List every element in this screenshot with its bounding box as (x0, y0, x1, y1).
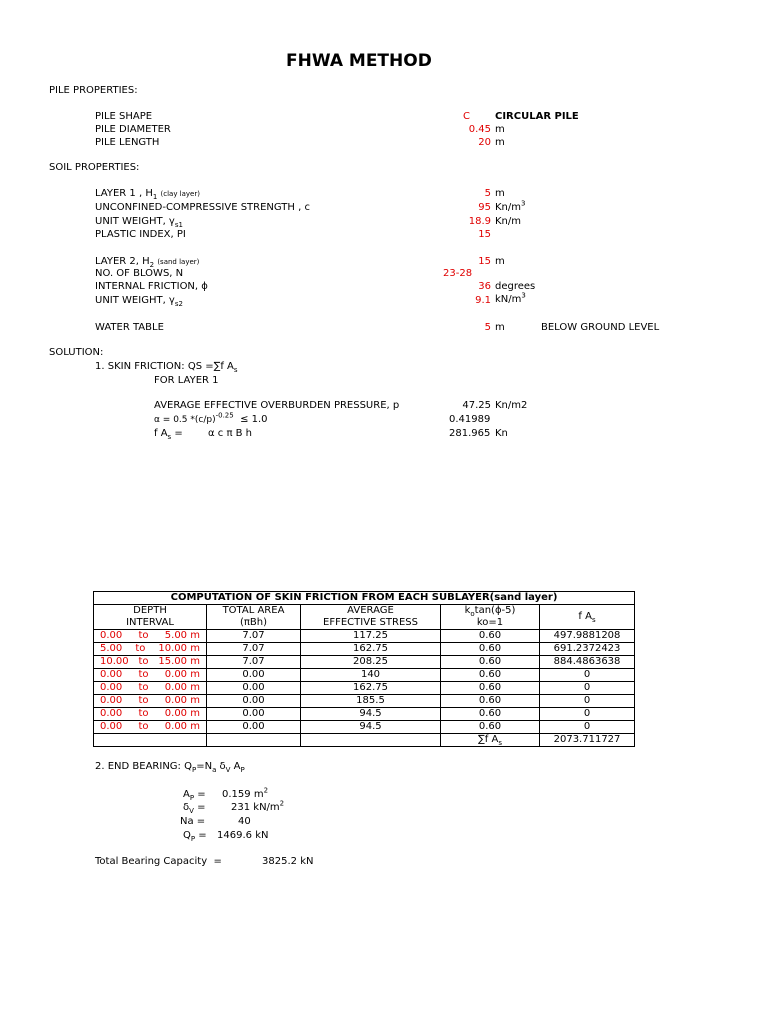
depth-from: 0.00 (100, 695, 123, 706)
fas-value: 281.965 (449, 428, 491, 439)
depth-to-word: to (138, 682, 149, 693)
pile-shape-code: C (463, 111, 470, 122)
page-title: FHWA METHOD (286, 51, 432, 71)
depth-cell (94, 721, 207, 734)
k-cell: 0.60 (441, 669, 540, 682)
depth-to-group (165, 682, 200, 694)
depth-unit: m (190, 630, 200, 641)
pile-shape-name: CIRCULAR PILE (495, 111, 579, 122)
depth-to-word: to (138, 695, 149, 706)
depth-unit: m (190, 669, 200, 680)
col-header-fas: f $A_s$ (540, 605, 635, 630)
k-cell: 0.60 (441, 695, 540, 708)
layer1-ucs-unit: $Kn/m^3$ (495, 199, 526, 213)
col-header-area: TOTAL AREA (207, 605, 301, 618)
depth-from: 0.00 (100, 682, 123, 693)
table-row (94, 682, 635, 695)
depth-unit: m (190, 643, 200, 654)
k-cell: 0.60 (441, 630, 540, 643)
water-table-value: 5 (484, 322, 491, 333)
depth-unit: m (190, 708, 200, 719)
na-value: 40 (238, 816, 251, 827)
layer1-unit-weight-value: 18.9 (468, 216, 491, 227)
fas-cell: 0 (540, 669, 635, 682)
layer2-h-label: LAYER 2, $H_2$ (sand layer) (95, 256, 200, 269)
col-header-interval: INTERVAL (94, 617, 207, 630)
depth-to-group (158, 643, 200, 655)
depth-from: 0.00 (100, 669, 123, 680)
sum-empty-2 (207, 734, 301, 747)
depth-to-word: to (138, 708, 149, 719)
depth-to-word: to (138, 669, 149, 680)
stress-cell: 162.75 (301, 682, 441, 695)
layer2-blows-value: 23-28 (443, 268, 473, 279)
depth-to: 5.00 (164, 630, 188, 641)
layer1-pi-label: PLASTIC INDEX, PI (95, 229, 186, 240)
area-cell: 0.00 (207, 682, 301, 695)
area-cell: 0.00 (207, 721, 301, 734)
depth-to-group (165, 708, 200, 720)
dv-value: 231 $kN/m^2$ (231, 799, 285, 813)
depth-to: 0.00 (164, 669, 188, 680)
k-cell: 0.60 (441, 721, 540, 734)
depth-unit: m (190, 695, 200, 706)
layer1-ucs-label: UNCONFINED-COMPRESSIVE STRENGTH , c (95, 202, 310, 213)
sum-label: ∑f $A_s$ (441, 734, 540, 747)
layer1-h-label: LAYER 1 , $H_1$ (clay layer) (95, 188, 200, 201)
depth-cell (94, 695, 207, 708)
k-cell: 0.60 (441, 643, 540, 656)
depth-from: 0.00 (100, 630, 123, 641)
fas-label: f $A_s$ = (154, 428, 183, 441)
depth-to-group (165, 721, 200, 733)
fas-formula: α c π B h (208, 428, 253, 439)
dv-label: $\delta_V$ = (183, 802, 206, 815)
table-row (94, 630, 635, 643)
depth-from: 5.00 (100, 643, 123, 654)
end-bearing-heading: 2. END BEARING: $Q_P=N_a$ $\delta_V$ $A_P$ (95, 761, 245, 774)
pile-diameter-unit: m (495, 124, 505, 135)
skin-friction-table (93, 591, 635, 747)
depth-to: 0.00 (164, 708, 188, 719)
table-row (94, 656, 635, 669)
layer2-blows-label: NO. OF BLOWS, N (95, 268, 184, 279)
depth-cell (94, 669, 207, 682)
col-header-k: $k_o\tan(\phi-5)$ (441, 605, 540, 618)
pile-length-value: 20 (478, 137, 491, 148)
depth-unit: m (190, 721, 200, 732)
stress-cell: 208.25 (301, 656, 441, 669)
depth-from: 0.00 (100, 708, 123, 719)
depth-to-group (158, 656, 200, 668)
skin-friction-heading: 1. SKIN FRICTION: QS =∑f $A_s$ (95, 361, 238, 374)
area-cell: 0.00 (207, 708, 301, 721)
ap-value: 0.159 $m^2$ (222, 786, 269, 800)
sum-empty-1 (94, 734, 207, 747)
table-row (94, 695, 635, 708)
overburden-pressure-unit: Kn/m2 (495, 400, 528, 411)
overburden-pressure-value: 47.25 (462, 400, 491, 411)
k-cell: 0.60 (441, 708, 540, 721)
for-layer-label: FOR LAYER 1 (154, 375, 219, 386)
depth-unit: m (190, 682, 200, 693)
na-label: Na = (180, 816, 206, 827)
depth-to-word: to (138, 656, 149, 667)
pile-diameter-label: PILE DIAMETER (95, 124, 171, 135)
stress-cell: 140 (301, 669, 441, 682)
depth-to-group (165, 695, 200, 707)
fas-unit: Kn (495, 428, 508, 439)
qp-label: $Q_P$ = (183, 830, 207, 843)
table-row (94, 643, 635, 656)
stress-cell: 162.75 (301, 643, 441, 656)
area-cell: 0.00 (207, 695, 301, 708)
depth-to: 15.00 (158, 656, 188, 667)
depth-cell (94, 708, 207, 721)
col-header-effective-stress: EFFECTIVE STRESS (301, 617, 441, 630)
fas-cell: 0 (540, 708, 635, 721)
area-cell: 7.07 (207, 643, 301, 656)
k-cell: 0.60 (441, 656, 540, 669)
stress-cell: 94.5 (301, 721, 441, 734)
layer2-phi-label: INTERNAL FRICTION, ϕ (95, 281, 208, 292)
depth-to-group (165, 630, 200, 642)
layer2-phi-unit: degrees (495, 281, 536, 292)
layer2-unit-weight-unit: $kN/m^3$ (495, 291, 526, 305)
table-row (94, 708, 635, 721)
solution-heading: SOLUTION: (49, 347, 104, 358)
col-header-stress: AVERAGE (301, 605, 441, 618)
pile-diameter-value: 0.45 (468, 124, 491, 135)
alpha-formula: α = 0.5 $*(c/p)^{-0.25} \le 1.0$ (154, 411, 268, 425)
fas-cell: 691.2372423 (540, 643, 635, 656)
overburden-pressure-label: AVERAGE EFFECTIVE OVERBURDEN PRESSURE, p (154, 400, 400, 411)
water-table-note: BELOW GROUND LEVEL (541, 322, 660, 333)
alpha-value: 0.41989 (449, 414, 491, 425)
depth-unit: m (190, 656, 200, 667)
k-cell: 0.60 (441, 682, 540, 695)
depth-from: 10.00 (100, 656, 129, 667)
pile-shape-label: PILE SHAPE (95, 111, 153, 122)
col-header-ko: ko=1 (441, 617, 540, 630)
depth-to-word: to (138, 630, 149, 641)
pile-length-unit: m (495, 137, 505, 148)
col-header-area-formula: (πBh) (207, 617, 301, 630)
depth-to: 0.00 (164, 721, 188, 732)
table-title: COMPUTATION OF SKIN FRICTION FROM EACH SUBLAYER(sand layer) (94, 592, 635, 605)
depth-to: 0.00 (164, 695, 188, 706)
area-cell: 7.07 (207, 630, 301, 643)
depth-from: 0.00 (100, 721, 123, 732)
layer1-pi-value: 15 (478, 229, 491, 240)
layer1-unit-weight-unit: Kn/m (495, 216, 522, 227)
layer2-unit-weight-value: 9.1 (475, 295, 491, 306)
fas-cell: 884.4863638 (540, 656, 635, 669)
sum-empty-3 (301, 734, 441, 747)
qp-value: 1469.6 kN (217, 830, 269, 841)
total-capacity-label: Total Bearing Capacity = (95, 856, 222, 867)
fas-cell: 0 (540, 682, 635, 695)
layer2-unit-weight-label: UNIT WEIGHT, $\gamma_{s2}$ (95, 295, 183, 308)
depth-cell (94, 682, 207, 695)
stress-cell: 185.5 (301, 695, 441, 708)
ap-label: $A_P$ = (183, 789, 206, 802)
area-cell: 0.00 (207, 669, 301, 682)
fas-cell: 0 (540, 721, 635, 734)
layer1-h-unit: m (495, 188, 505, 199)
layer1-unit-weight-label: UNIT WEIGHT, $\gamma_{s1}$ (95, 216, 183, 229)
fas-cell: 497.9881208 (540, 630, 635, 643)
depth-cell (94, 643, 207, 656)
depth-cell (94, 656, 207, 669)
layer1-ucs-value: 95 (478, 202, 491, 213)
pile-properties-heading: PILE PROPERTIES: (49, 85, 138, 96)
depth-to-word: to (138, 721, 149, 732)
col-header-depth: DEPTH (94, 605, 207, 618)
water-table-unit: m (495, 322, 505, 333)
layer2-h-value: 15 (478, 256, 491, 267)
water-table-label: WATER TABLE (95, 322, 164, 333)
fas-cell: 0 (540, 695, 635, 708)
depth-to: 0.00 (164, 682, 188, 693)
layer2-h-unit: m (495, 256, 505, 267)
depth-cell (94, 630, 207, 643)
layer1-h-value: 5 (484, 188, 491, 199)
soil-properties-heading: SOIL PROPERTIES: (49, 162, 140, 173)
layer2-phi-value: 36 (478, 281, 491, 292)
depth-to-word: to (135, 643, 146, 654)
sum-value: 2073.711727 (540, 734, 635, 747)
stress-cell: 117.25 (301, 630, 441, 643)
area-cell: 7.07 (207, 656, 301, 669)
stress-cell: 94.5 (301, 708, 441, 721)
total-capacity-value: 3825.2 kN (262, 856, 314, 867)
depth-to: 10.00 (158, 643, 188, 654)
table-row (94, 721, 635, 734)
depth-to-group (165, 669, 200, 681)
pile-length-label: PILE LENGTH (95, 137, 160, 148)
table-row (94, 669, 635, 682)
